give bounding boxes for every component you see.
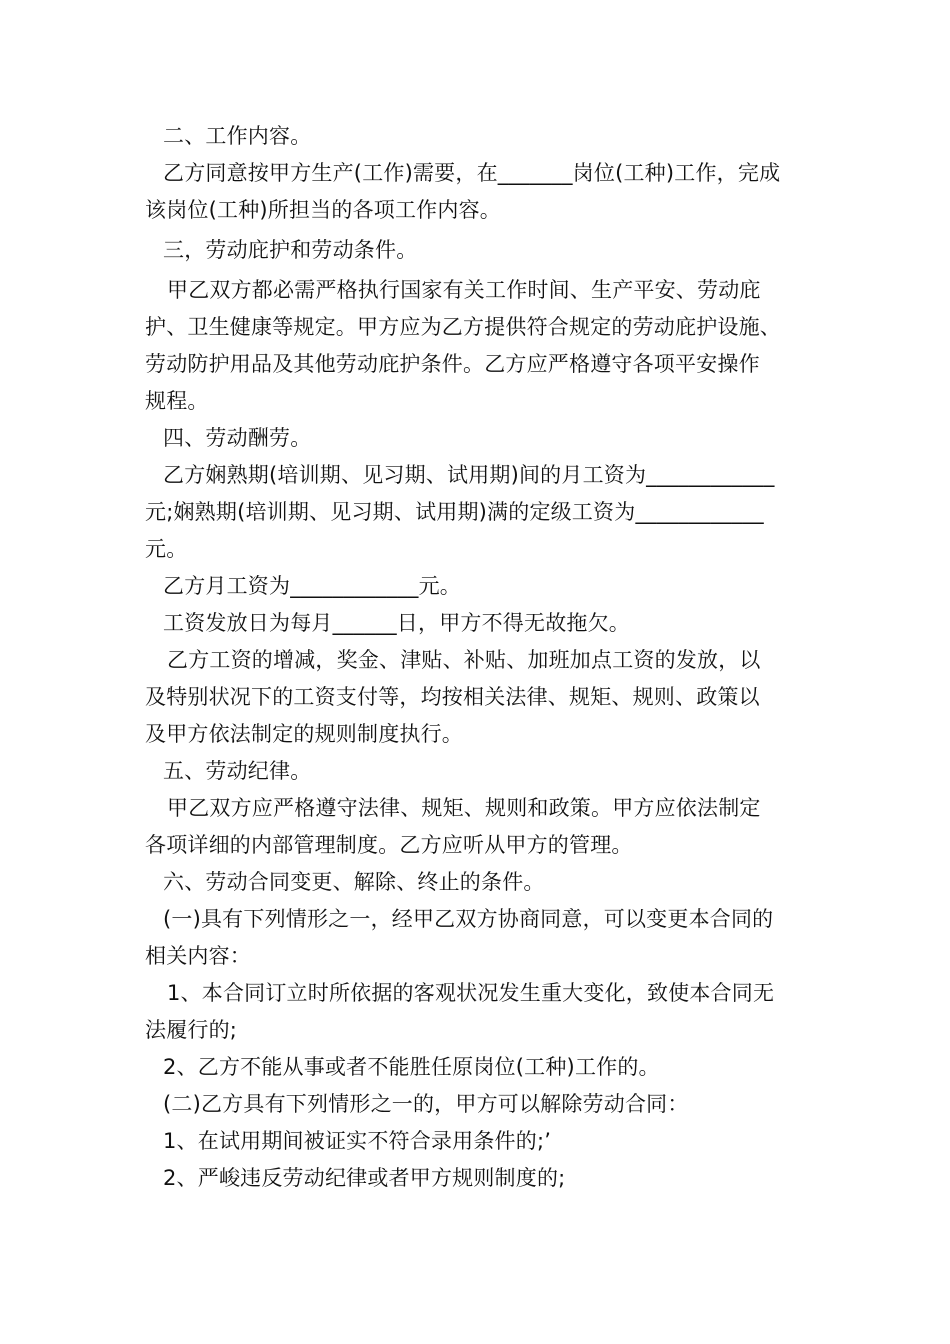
paragraph-line: 乙方工资的增减，奖金、津贴、补贴、加班加点工资的发放，以 bbox=[167, 648, 761, 672]
paragraph-line: 法履行的; bbox=[145, 1018, 238, 1042]
section-heading-remuneration: 四、劳动酬劳。 bbox=[163, 426, 312, 450]
paragraph-line: (一)具有下列情形之一，经甲乙双方协商同意，可以变更本合同的 bbox=[163, 907, 774, 931]
section-heading-labor-protection: 三，劳动庇护和劳动条件。 bbox=[163, 238, 418, 262]
list-item: 1、在试用期间被证实不符合录用条件的;’ bbox=[163, 1129, 552, 1153]
paragraph-line: 各项详细的内部管理制度。乙方应听从甲方的管理。 bbox=[145, 833, 633, 857]
paragraph-line: 乙方月工资为____________元。 bbox=[163, 574, 461, 598]
paragraph-line: 乙方娴熟期(培训期、见习期、试用期)间的月工资为____________ bbox=[163, 463, 775, 487]
paragraph-line: 劳动防护用品及其他劳动庇护条件。乙方应严格遵守各项平安操作 bbox=[145, 352, 760, 376]
paragraph-line: (二)乙方具有下列情形之一的，甲方可以解除劳动合同： bbox=[163, 1092, 689, 1116]
section-heading-discipline: 五、劳动纪律。 bbox=[163, 759, 312, 783]
list-item: 1、本合同订立时所依据的客观状况发生重大变化，致使本合同无 bbox=[167, 981, 775, 1005]
paragraph-line: 规程。 bbox=[145, 389, 209, 413]
list-item: 2、乙方不能从事或者不能胜任原岗位(工种)工作的。 bbox=[163, 1055, 660, 1079]
paragraph-line: 元。 bbox=[145, 537, 188, 561]
paragraph-line: 甲乙双方都必需严格执行国家有关工作时间、生产平安、劳动庇 bbox=[167, 278, 761, 302]
document-body bbox=[145, 118, 810, 1197]
paragraph-line: 护、卫生健康等规定。甲方应为乙方提供符合规定的劳动庇护设施、 bbox=[145, 315, 781, 339]
paragraph-line: 乙方同意按甲方生产(工作)需要，在_______岗位(工种)工作，完成 bbox=[163, 161, 781, 185]
paragraph-line: 及特别状况下的工资支付等，均按相关法律、规矩、规则、政策以 bbox=[145, 685, 760, 709]
paragraph-line: 该岗位(工种)所担当的各项工作内容。 bbox=[145, 198, 501, 222]
list-item: 2、严峻违反劳动纪律或者甲方规则制度的; bbox=[163, 1166, 566, 1190]
paragraph-line: 及甲方依法制定的规则制度执行。 bbox=[145, 722, 463, 746]
paragraph-line: 甲乙双方应严格遵守法律、规矩、规则和政策。甲方应依法制定 bbox=[167, 796, 761, 820]
section-heading-contract-change: 六、劳动合同变更、解除、终止的条件。 bbox=[163, 870, 545, 894]
section-heading-work-content: 二、工作内容。 bbox=[163, 124, 312, 148]
paragraph-line: 元;娴熟期(培训期、见习期、试用期)满的定级工资为____________ bbox=[145, 500, 764, 524]
paragraph-line: 相关内容： bbox=[145, 944, 251, 968]
paragraph-line: 工资发放日为每月______日，甲方不得无故拖欠。 bbox=[163, 611, 630, 635]
